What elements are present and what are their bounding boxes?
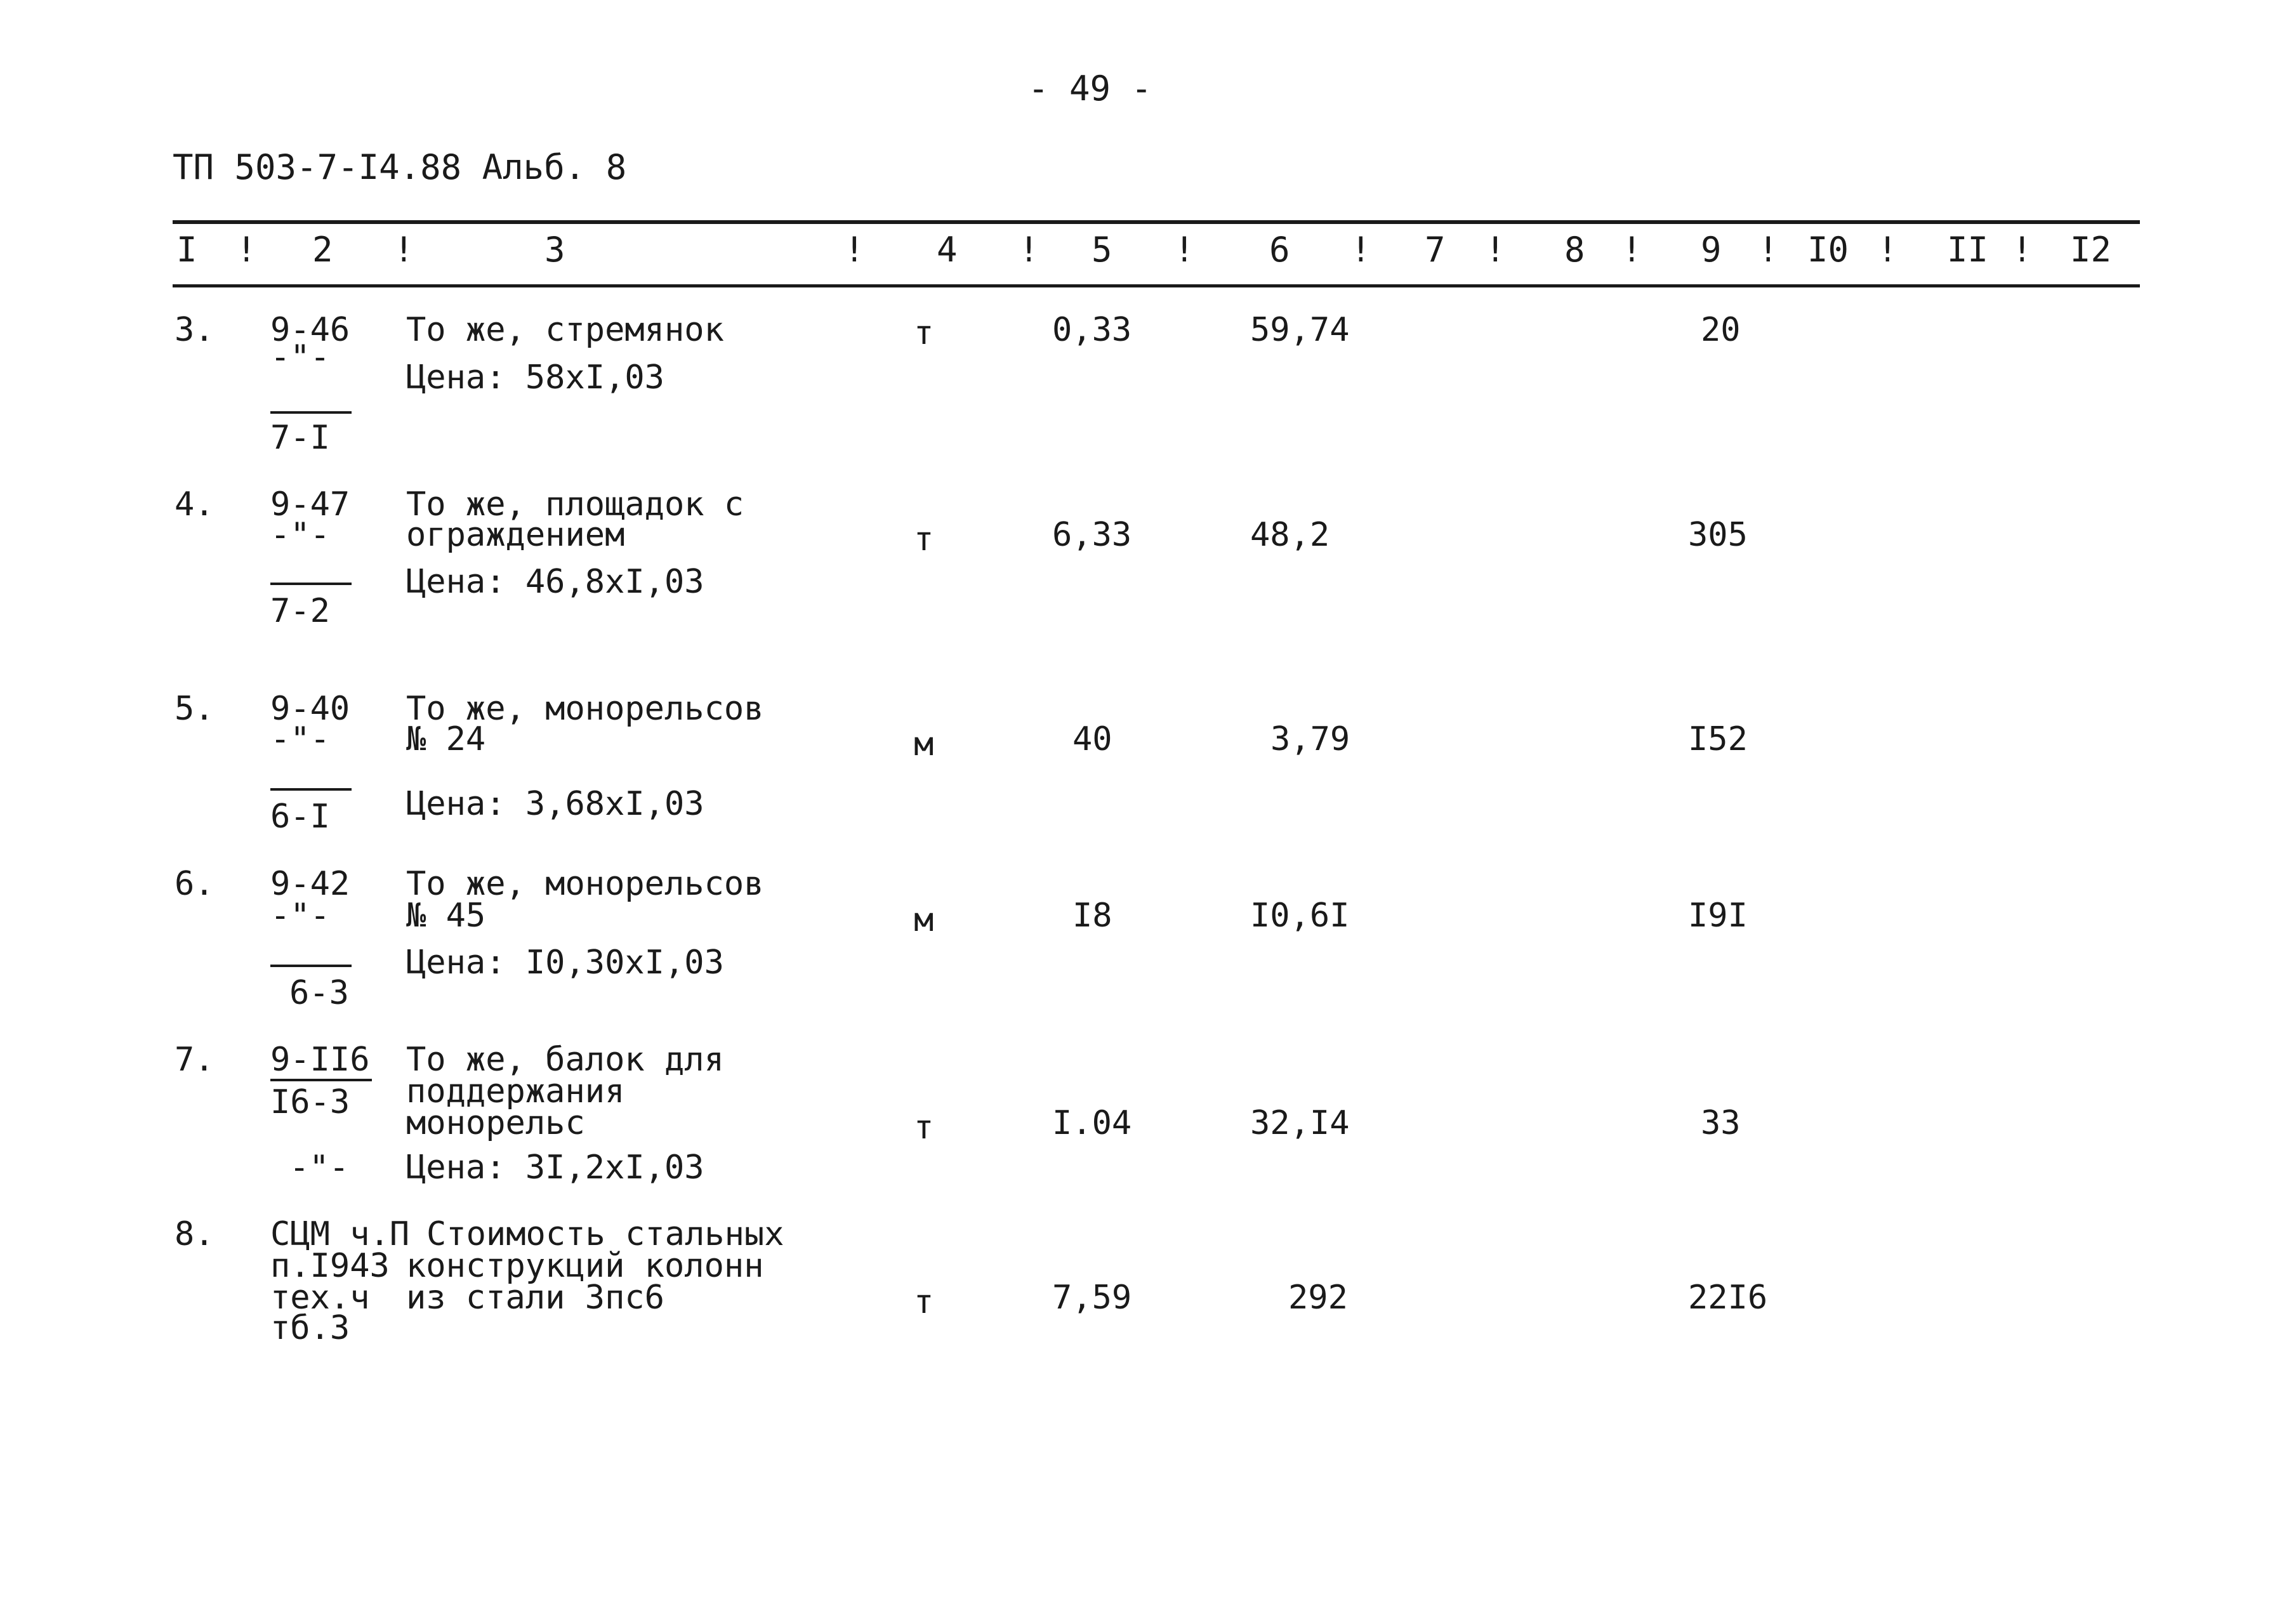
row-quantity: 6,33 xyxy=(1052,516,1132,554)
col-header-7: 7 xyxy=(1425,230,1446,270)
row-code-line: п.I943 xyxy=(270,1247,390,1285)
col-separator: ! xyxy=(1350,230,1371,270)
fraction-line xyxy=(270,583,352,585)
col-separator: ! xyxy=(1174,230,1195,270)
row-unit: м xyxy=(914,725,934,763)
col-header-11: II xyxy=(1947,230,1989,270)
row-quantity: I8 xyxy=(1072,897,1112,935)
col-header-12: I2 xyxy=(2070,230,2112,270)
row-code-top: 9-40 xyxy=(270,690,350,728)
row-code-mid: -"- xyxy=(270,516,330,554)
row-code-bottom: 6-I xyxy=(270,798,330,836)
row-price-formula: Цена: 3I,2хI,03 xyxy=(406,1149,704,1187)
row-code-mid: -"- xyxy=(270,338,330,376)
row-description-line: Стоимость стальных xyxy=(426,1215,784,1253)
row-price-formula: Цена: 58хI,03 xyxy=(406,359,664,397)
col-separator: ! xyxy=(1485,230,1506,270)
row-quantity: I.04 xyxy=(1052,1104,1132,1142)
row-total: 33 xyxy=(1701,1104,1741,1142)
row-quantity: 40 xyxy=(1072,720,1112,758)
fraction-line xyxy=(270,1079,372,1081)
row-unit: т xyxy=(914,314,934,352)
row-unit-price: I0,6I xyxy=(1250,897,1350,935)
col-separator: ! xyxy=(1877,230,1898,270)
col-separator: ! xyxy=(236,230,257,270)
row-code-mid: I6-3 xyxy=(270,1083,350,1121)
row-total: 22I6 xyxy=(1688,1279,1768,1317)
row-total: I52 xyxy=(1688,720,1748,758)
row-number: 5. xyxy=(175,690,214,728)
col-header-8: 8 xyxy=(1564,230,1585,270)
row-unit: м xyxy=(914,901,934,939)
row-description-line: То же, монорельсов xyxy=(406,690,764,728)
row-code-line: тех.ч xyxy=(270,1279,370,1317)
col-separator: ! xyxy=(1019,230,1039,270)
row-description-line: То же, площадок с xyxy=(406,485,744,524)
row-number: 6. xyxy=(175,865,214,903)
col-separator: ! xyxy=(1621,230,1642,270)
row-unit-price: 59,74 xyxy=(1250,311,1350,349)
row-description-line: То же, стремянок xyxy=(406,311,724,349)
page-number: - 49 - xyxy=(1028,69,1152,109)
row-description-line: То же, балок для xyxy=(406,1041,724,1079)
row-number: 4. xyxy=(175,485,214,524)
document-reference: ТП 503-7-I4.88 Альб. 8 xyxy=(173,147,627,187)
row-code-mid: -"- xyxy=(270,897,330,935)
col-separator: ! xyxy=(393,230,414,270)
row-price-formula: Цена: I0,30хI,03 xyxy=(406,944,724,982)
col-separator: ! xyxy=(2012,230,2033,270)
row-code-mid: -"- xyxy=(270,720,330,758)
row-description-line: То же, монорельсов xyxy=(406,865,764,903)
row-total: I9I xyxy=(1688,897,1748,935)
row-description-line: ограждением xyxy=(406,516,625,554)
row-description-line: из стали 3пс6 xyxy=(406,1279,664,1317)
col-header-10: I0 xyxy=(1807,230,1849,270)
row-description-line: монорельс xyxy=(406,1104,585,1142)
row-code-bottom: -"- xyxy=(289,1149,349,1187)
col-separator: ! xyxy=(844,230,865,270)
table-header-bottom-rule xyxy=(173,284,2140,287)
col-header-6: 6 xyxy=(1269,230,1290,270)
col-header-3: 3 xyxy=(544,230,565,270)
col-header-1: I xyxy=(176,230,197,270)
table-top-rule xyxy=(173,220,2140,224)
row-description-line: № 24 xyxy=(406,720,486,758)
row-unit: т xyxy=(914,1283,934,1321)
row-price-formula: Цена: 46,8хI,03 xyxy=(406,563,704,601)
col-header-2: 2 xyxy=(312,230,333,270)
row-code-top: 9-46 xyxy=(270,311,350,349)
row-number: 8. xyxy=(175,1215,214,1253)
row-code-line: тб.3 xyxy=(270,1309,350,1347)
row-code-top: 9-II6 xyxy=(270,1041,370,1079)
row-unit: т xyxy=(914,520,934,558)
row-unit-price: 48,2 xyxy=(1250,516,1330,554)
row-code-top: 9-42 xyxy=(270,865,350,903)
row-code-bottom: 7-2 xyxy=(270,592,330,630)
row-quantity: 7,59 xyxy=(1052,1279,1132,1317)
fraction-line xyxy=(270,965,352,967)
fraction-line xyxy=(270,411,352,414)
row-description-line: № 45 xyxy=(406,897,486,935)
col-header-9: 9 xyxy=(1701,230,1722,270)
row-number: 3. xyxy=(175,311,214,349)
row-code-top: 9-47 xyxy=(270,485,350,524)
row-total: 305 xyxy=(1688,516,1748,554)
row-price-formula: Цена: 3,68хI,03 xyxy=(406,785,704,823)
row-description-line: поддержания xyxy=(406,1072,625,1110)
col-header-5: 5 xyxy=(1092,230,1112,270)
row-code-line: СЦМ ч.П xyxy=(270,1215,410,1253)
row-unit-price: 32,I4 xyxy=(1250,1104,1350,1142)
col-header-4: 4 xyxy=(937,230,958,270)
row-unit: т xyxy=(914,1109,934,1147)
row-number: 7. xyxy=(175,1041,214,1079)
row-quantity: 0,33 xyxy=(1052,311,1132,349)
row-unit-price: 3,79 xyxy=(1270,720,1350,758)
row-code-bottom: 7-I xyxy=(270,419,330,457)
row-unit-price: 292 xyxy=(1288,1279,1348,1317)
row-description-line: конструкций колонн xyxy=(406,1247,764,1285)
row-total: 20 xyxy=(1701,311,1741,349)
fraction-line xyxy=(270,788,352,791)
row-code-bottom: 6-3 xyxy=(289,974,349,1012)
col-separator: ! xyxy=(1758,230,1779,270)
